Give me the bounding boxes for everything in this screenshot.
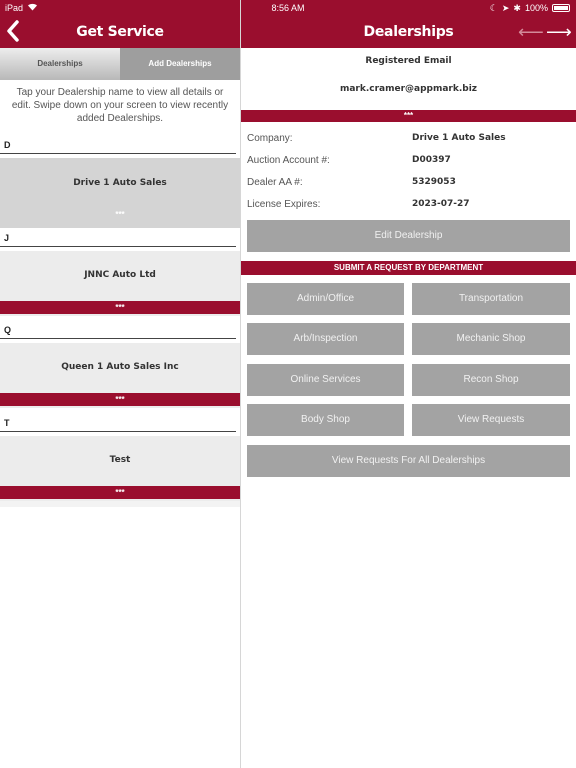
mechanic-shop-button[interactable]: Mechanic Shop [412, 323, 570, 355]
auction-account-value: D00397 [412, 155, 451, 165]
edit-dealership-button[interactable]: Edit Dealership [247, 220, 570, 252]
section-divider [0, 153, 236, 154]
left-nav-bar [0, 16, 240, 48]
registered-email-label: Registered Email [365, 56, 452, 66]
status-bar [0, 0, 576, 16]
admin-office-button[interactable]: Admin/Office [247, 283, 404, 315]
dealer-card-test[interactable] [0, 436, 240, 501]
dealer-card-jnnc[interactable] [0, 251, 240, 316]
license-expires-value: 2023-07-27 [412, 199, 470, 209]
arb-inspection-button[interactable]: Arb/Inspection [247, 323, 404, 355]
location-icon: ➤ [501, 3, 510, 13]
battery-percent: 100% [524, 3, 548, 13]
status-time: 8:56 AM [271, 3, 305, 13]
dealer-marker-bar: *** [0, 393, 240, 406]
right-title: Dealerships [363, 24, 454, 40]
right-nav-bar [241, 16, 576, 48]
instruction-text: Tap your Dealership name to view all details or edit. Swipe down on your screen to view recently added Dealerships. [11, 87, 229, 124]
dealer-name: Test [109, 455, 131, 465]
dealer-card-drive-1[interactable] [0, 158, 240, 228]
detail-marker-bar: *** [241, 110, 576, 122]
dealer-name: Drive 1 Auto Sales [73, 178, 167, 188]
dealer-aa-value: 5329053 [412, 177, 456, 187]
recon-shop-button[interactable]: Recon Shop [412, 364, 570, 396]
body-shop-button[interactable]: Body Shop [247, 404, 404, 436]
section-letter-j: J [4, 233, 10, 243]
tab-add-dealerships[interactable]: Add Dealerships [120, 48, 240, 80]
dealer-marker-bar: *** [0, 486, 240, 499]
arrow-left-icon[interactable]: ⟵ [518, 22, 544, 42]
license-expires-label: License Expires: [247, 199, 321, 210]
dealer-name: Queen 1 Auto Sales Inc [61, 362, 179, 372]
online-services-button[interactable]: Online Services [247, 364, 404, 396]
dealership-tabs [0, 48, 240, 80]
dealer-marker-bar: *** [0, 301, 240, 314]
arrow-right-icon[interactable]: ⟶ [546, 22, 572, 42]
section-letter-t: T [4, 418, 10, 428]
company-label: Company: [247, 133, 293, 144]
bluetooth-icon: ✱ [513, 3, 521, 13]
registered-email-value: mark.cramer@appmark.biz [339, 84, 478, 94]
left-title: Get Service [76, 24, 164, 40]
section-letter-q: Q [4, 325, 12, 335]
section-divider [0, 338, 236, 339]
list-footer [0, 501, 240, 507]
transportation-button[interactable]: Transportation [412, 283, 570, 315]
section-letter-d: D [4, 140, 11, 150]
view-requests-button[interactable]: View Requests [412, 404, 570, 436]
dealer-name: JNNC Auto Ltd [84, 270, 156, 280]
section-divider [0, 431, 236, 432]
auction-account-label: Auction Account #: [247, 155, 330, 166]
dealer-aa-label: Dealer AA #: [247, 177, 303, 188]
device-label: iPad [5, 3, 24, 13]
tab-dealerships[interactable]: Dealerships [0, 48, 120, 80]
department-header: SUBMIT A REQUEST BY DEPARTMENT [241, 261, 576, 275]
company-value: Drive 1 Auto Sales [412, 133, 506, 143]
view-all-requests-button[interactable]: View Requests For All Dealerships [247, 445, 570, 477]
moon-icon: ☾ [489, 3, 498, 13]
section-divider [0, 246, 236, 247]
status-right [490, 0, 570, 16]
dealer-marker: *** [115, 210, 125, 219]
dealer-card-queen-1[interactable] [0, 343, 240, 408]
battery-icon [552, 4, 570, 12]
